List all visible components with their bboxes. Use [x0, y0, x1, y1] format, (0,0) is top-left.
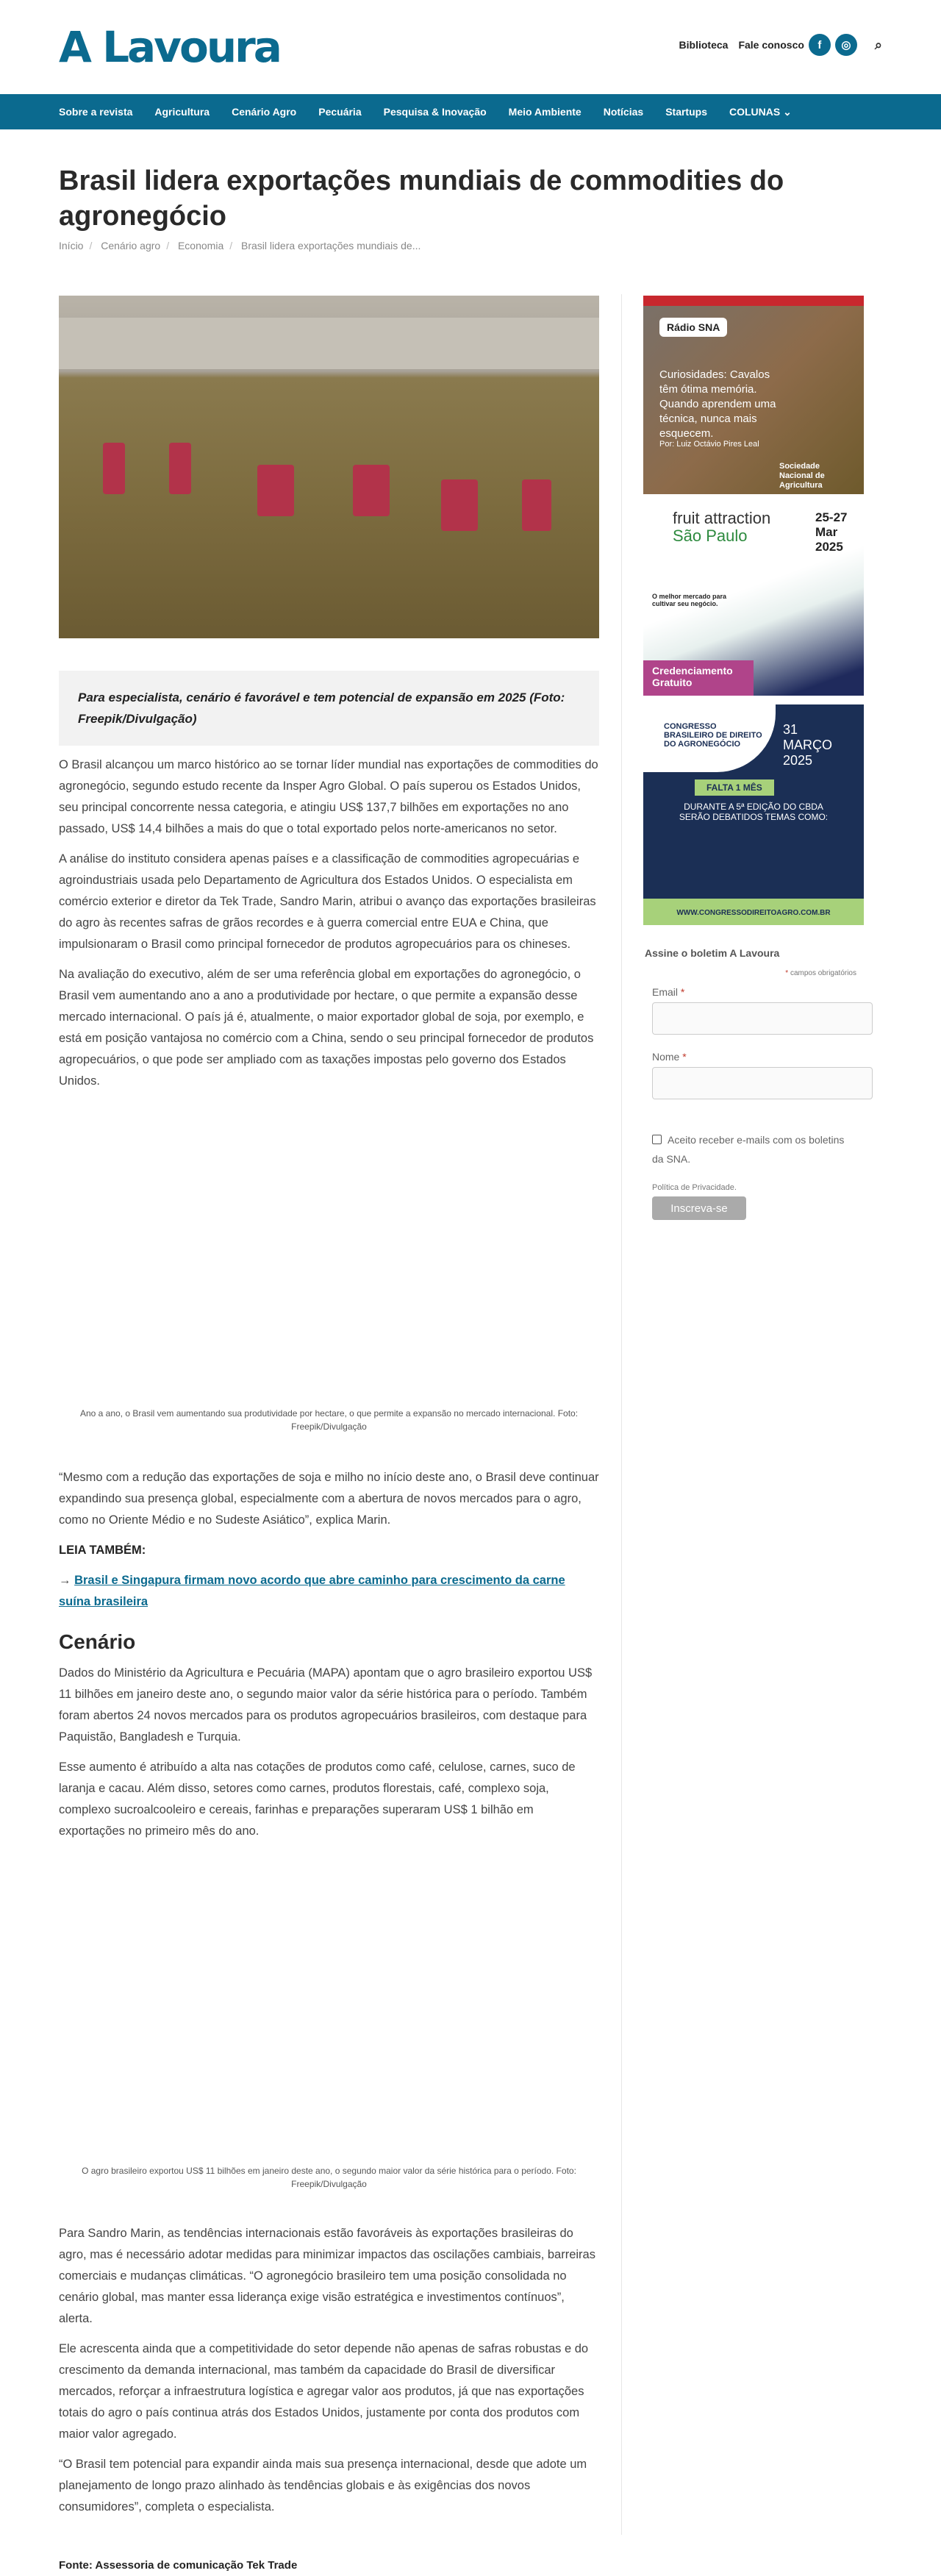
- ad-date: 25-27 Mar 2025: [815, 510, 848, 554]
- nav-meio-ambiente[interactable]: Meio Ambiente: [508, 106, 582, 118]
- sidebar-divider: [621, 294, 622, 2535]
- site-logo[interactable]: A Lavoura: [59, 22, 280, 72]
- ad-url: WWW.CONGRESSODIREITOAGRO.COM.BR: [643, 899, 864, 925]
- newsletter-title: Assine o boletim A Lavoura: [645, 947, 780, 959]
- ad-date: 31 MARÇO 2025: [783, 722, 832, 768]
- ad-title: CONGRESSO BRASILEIRO DE DIREITO DO AGRONEGÓCIO: [643, 704, 776, 772]
- paragraph: O Brasil alcançou um marco histórico ao se tornar líder mundial nas exportações de commodities do agronegócio, segundo estudo recente da Insper Agro Global. O país superou os Estados Unidos, seu principal concorrente nessa categoria, e atingiu US$ 137,7 bilhões em exportações no ano passado, US$ 14,4 bilhões a mais do que o total exportado pelos norte-americanos no setor.: [59, 758, 598, 835]
- ad-org: Sociedade Nacional de Agricultura: [779, 462, 825, 490]
- site-header: [0, 0, 941, 94]
- privacy-link[interactable]: Política de Privacidade.: [652, 1183, 737, 1192]
- ad-city: São Paulo: [673, 527, 748, 545]
- hero-image: [59, 296, 599, 638]
- crumb-cenario[interactable]: Cenário agro: [101, 240, 161, 251]
- paragraph: Na avaliação do executivo, além de ser uma referência global em exportações do agronegócio, o Brasil vem aumentando ano a ano a produtividade por hectare, o que permite a expansão desse mercado internacional. O país já é, atualmente, o maior exportador global de soja, por exemplo, e está em posição vantajosa no comércio com a China, sendo o seu principal fornecedor de produtos agropecuários, o que pode ser ampliado com as taxações impostas pelo governo dos Estados Unidos.: [59, 968, 594, 1088]
- ad-byline: Por: Luiz Octávio Pires Leal: [659, 440, 759, 449]
- consent-checkbox[interactable]: [652, 1135, 662, 1144]
- related-article-link[interactable]: Brasil e Singapura firmam novo acordo que abre caminho para crescimento da carne suína brasileira: [59, 1574, 565, 1608]
- crumb-economia[interactable]: Economia: [177, 240, 224, 251]
- fale-conosco-link[interactable]: Fale conosco: [738, 39, 804, 51]
- source-credit: Fonte: Assessoria de comunicação Tek Trade: [59, 2559, 298, 2572]
- newsletter-form: [643, 947, 864, 1220]
- paragraph: Para Sandro Marin, as tendências internacionais estão favoráveis às exportações brasileiras do agro, mas é necessário adotar medidas para minimizar impactos das oscilações cambiais, barreiras comerciais e mudanças climáticas. “O agronegócio brasileiro tem uma posição consolidada no cenário global, mas manter essa liderança exige visão estratégica e investimentos contínuos”, alerta.: [59, 2227, 595, 2325]
- paragraph: Ele acrescenta ainda que a competitividade do setor depende não apenas de safras robustas e do crescimento da demanda internacional, mas também da capacidade do Brasil de diversificar mercados, reforçar a infraestrutura logística e agregar valor aos produtos, já que nas exportações totais do agro o país continua atrás dos Estados Unidos, justamente por conta dos produtos com maior valor agregado.: [59, 2342, 589, 2441]
- leia-tambem-label: LEIA TAMBÉM:: [59, 1544, 146, 1557]
- nav-startups[interactable]: Startups: [665, 106, 707, 118]
- nav-agricultura[interactable]: Agricultura: [154, 106, 210, 118]
- figure-caption: O agro brasileiro exportou US$ 11 bilhões em janeiro deste ano, o segundo maior valor da série histórica para o período. Foto: Freepik/Divulgação: [82, 2166, 576, 2189]
- ad-title: fruit attraction: [673, 509, 771, 527]
- embedded-image-placeholder: [59, 1092, 599, 1401]
- subscribe-button[interactable]: Inscreva-se: [652, 1196, 746, 1220]
- ad-badge: Rádio SNA: [659, 318, 727, 337]
- main-nav: [0, 94, 941, 129]
- nav-noticias[interactable]: Notícias: [603, 106, 644, 118]
- search-icon[interactable]: ⌕: [874, 37, 882, 52]
- nav-pecuaria[interactable]: Pecuária: [318, 106, 362, 118]
- paragraph: “O Brasil tem potencial para expandir ainda mais sua presença internacional, desde que adote um planejamento de longo prazo alinhado às tendências globais e às exigências dos novos consumidores”, completa o especialista.: [59, 2458, 587, 2513]
- facebook-icon[interactable]: f: [809, 34, 831, 56]
- crumb-current: Brasil lidera exportações mundiais de...: [241, 240, 421, 251]
- paragraph: Esse aumento é atribuído a alta nas cotações de produtos como café, celulose, carnes, suco de laranja e cacau. Além disso, setores como carnes, produtos florestais, café, complexo soja, complexo sucroalcooleiro e cereais, farinhas e preparações superaram US$ 1 bilhão em exportações no primeiro mês do ano.: [59, 1760, 576, 1838]
- crumb-inicio[interactable]: Início: [59, 240, 84, 251]
- ad-radio-sna[interactable]: [643, 296, 864, 494]
- figure-caption: Ano a ano, o Brasil vem aumentando sua produtividade por hectare, o que permite a expansão no mercado internacional. Foto: Freepik/Divulgação: [79, 1408, 579, 1432]
- paragraph: Dados do Ministério da Agricultura e Pecuária (MAPA) apontam que o agro brasileiro exportou US$ 11 bilhões em janeiro deste ano, o segundo maior valor da série histórica para o período. Também foram abertos 24 novos mercados para os produtos agropecuários brasileiros, com destaque para Paquistão, Bangladesh e Turquia.: [59, 1666, 593, 1744]
- ad-text: Curiosidades: Cavalos têm ótima memória. Quando aprendem uma técnica, nunca mais esquecem.: [659, 368, 776, 440]
- nav-sobre[interactable]: Sobre a revista: [59, 106, 133, 118]
- ad-heading: DURANTE A 5ª EDIÇÃO DO CBDA SERÃO DEBATIDOS TEMAS COMO:: [679, 802, 829, 822]
- biblioteca-link[interactable]: Biblioteca: [679, 39, 729, 51]
- article-body: [59, 296, 599, 2576]
- nav-colunas[interactable]: COLUNAS ⌄: [729, 105, 792, 118]
- paragraph: “Mesmo com a redução das exportações de soja e milho no início deste ano, o Brasil deve continuar expandindo sua presença global, especialmente com a abertura de novos mercados para o agro, como no Oriente Médio e no Sudeste Asiático”, explica Marin.: [59, 1471, 599, 1527]
- name-label: Nome: [652, 1051, 680, 1063]
- email-label: Email: [652, 986, 679, 998]
- nav-cenario-agro[interactable]: Cenário Agro: [232, 106, 297, 118]
- page-title: Brasil lidera exportações mundiais de commodities do agronegócio: [59, 165, 784, 232]
- ad-congresso-direito[interactable]: [643, 704, 864, 925]
- breadcrumb: Início / Cenário agro / Economia / Brasil lidera exportações mundiais de...: [59, 240, 421, 251]
- embedded-image-placeholder: [59, 1842, 599, 2158]
- nav-pesquisa[interactable]: Pesquisa & Inovação: [383, 106, 487, 118]
- ad-fruit-attraction[interactable]: [643, 503, 864, 696]
- section-heading: Cenário: [59, 1630, 136, 1653]
- arrow-icon: →: [59, 1574, 75, 1587]
- name-field[interactable]: [652, 1067, 873, 1099]
- required-star: *: [682, 1051, 687, 1063]
- required-note: campos obrigatórios: [790, 969, 856, 977]
- paragraph: A análise do instituto considera apenas países e a classificação de commodities agropecuárias e agroindustriais usada pelo Departamento de Agricultura dos Estados Unidos. O especialista em comércio exterior e diretor da Tek Trade, Sandro Marin, atribui o avanço das exportações brasileiras do agro às recentes safras de grãos recordes e à guerra comercial entre EUA e China, que impulsionaram o Brasil como principal fornecedor de produtos agropecuários para os chineses.: [59, 852, 596, 951]
- image-caption: Para especialista, cenário é favorável e tem potencial de expansão em 2025 (Foto: Freepik/Divulgação): [59, 671, 599, 746]
- required-star: *: [680, 986, 685, 998]
- ad-cta: Credenciamento Gratuito: [643, 660, 754, 696]
- sidebar: [643, 296, 864, 1220]
- consent-label: Aceito receber e-mails com os boletins da SNA.: [652, 1134, 845, 1165]
- ad-tagline: O melhor mercado para cultivar seu negócio.: [652, 593, 727, 607]
- instagram-icon[interactable]: ◎: [835, 34, 857, 56]
- ad-badge: FALTA 1 MÊS: [695, 779, 774, 796]
- email-field[interactable]: [652, 1002, 873, 1035]
- required-star: *: [785, 969, 789, 977]
